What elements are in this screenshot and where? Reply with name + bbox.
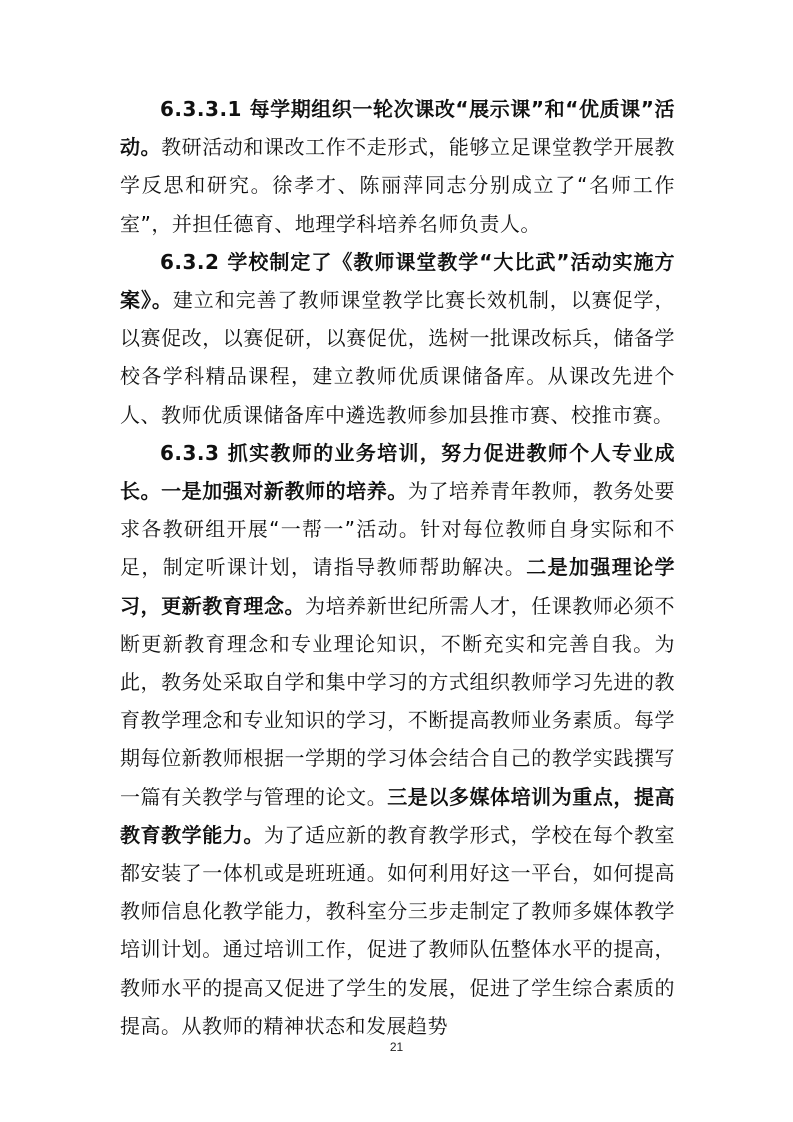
paragraph-text: 建立和完善了教师课堂教学比赛长效机制，以赛促学，以赛促改，以赛促研，以赛促优，选树一批课改标兵，储备学校各学科精品课程，建立教师优质课储备库。从课改先进个人、教师优质课储备库中遴选教师参加县推市赛、校推市赛。	[120, 288, 676, 427]
paragraph-6-3-3	[120, 434, 675, 1045]
paragraph-text: 为了适应新的教育教学形式，学校在每个教室都安装了一体机或是班班通。如何利用好这一平台，如何提高教师信息化教学能力，教科室分三步走制定了教师多媒体教学培训计划。通过培训工作，促进了教师队伍整体水平的提高，教师水平的提高又促进了学生的发展，促进了学生综合素质的提高。从教师的精神状态和发展趋势	[120, 822, 676, 1038]
paragraph-text: 为了培养青年教师，教务处要求各教研组开展“一帮一”活动。针对每位教师自身实际和不足，制定听课计划，请指导教师帮助解决。	[120, 479, 676, 580]
subheading-theory-study: 二是加强理论学习，更新教育理念。	[120, 555, 676, 618]
heading-6-3-3: 6.3.3 抓实教师的业务培训，努力促进教师个人专业成长。一是加强对新教师的培养。	[120, 440, 675, 504]
body-text	[120, 90, 675, 1045]
paragraph-6-3-3-1	[120, 90, 675, 243]
paragraph-text: 为培养新世纪所需人才，任课教师必须不断更新教育理念和专业理论知识，不断充实和完善自我。为此，教务处采取自学和集中学习的方式组织教师学习先进的教育教学理念和专业知识的学习，不断提高教师业务素质。每学期每位新教师根据一学期的学习体会结合自己的教学实践撰写一篇有关教学与管理的论文。	[120, 593, 676, 809]
paragraph-6-3-2	[120, 243, 675, 434]
paragraph-text: 教研活动和课改工作不走形式，能够立足课堂教学开展教学反思和研究。徐孝才、陈丽萍同志分别成立了“名师工作室”，并担任德育、地理学科培养名师负责人。	[120, 135, 676, 236]
heading-6-3-3-1: 6.3.3.1 每学期组织一轮次课改“展示课”和“优质课”活动。	[120, 97, 675, 160]
page-number: 21	[389, 1040, 404, 1054]
subheading-multimedia-training: 三是以多媒体培训为重点，提高教育教学能力。	[120, 784, 675, 847]
heading-6-3-2: 6.3.2 学校制定了《教师课堂教学“大比武”活动实施方案》。	[120, 249, 675, 313]
